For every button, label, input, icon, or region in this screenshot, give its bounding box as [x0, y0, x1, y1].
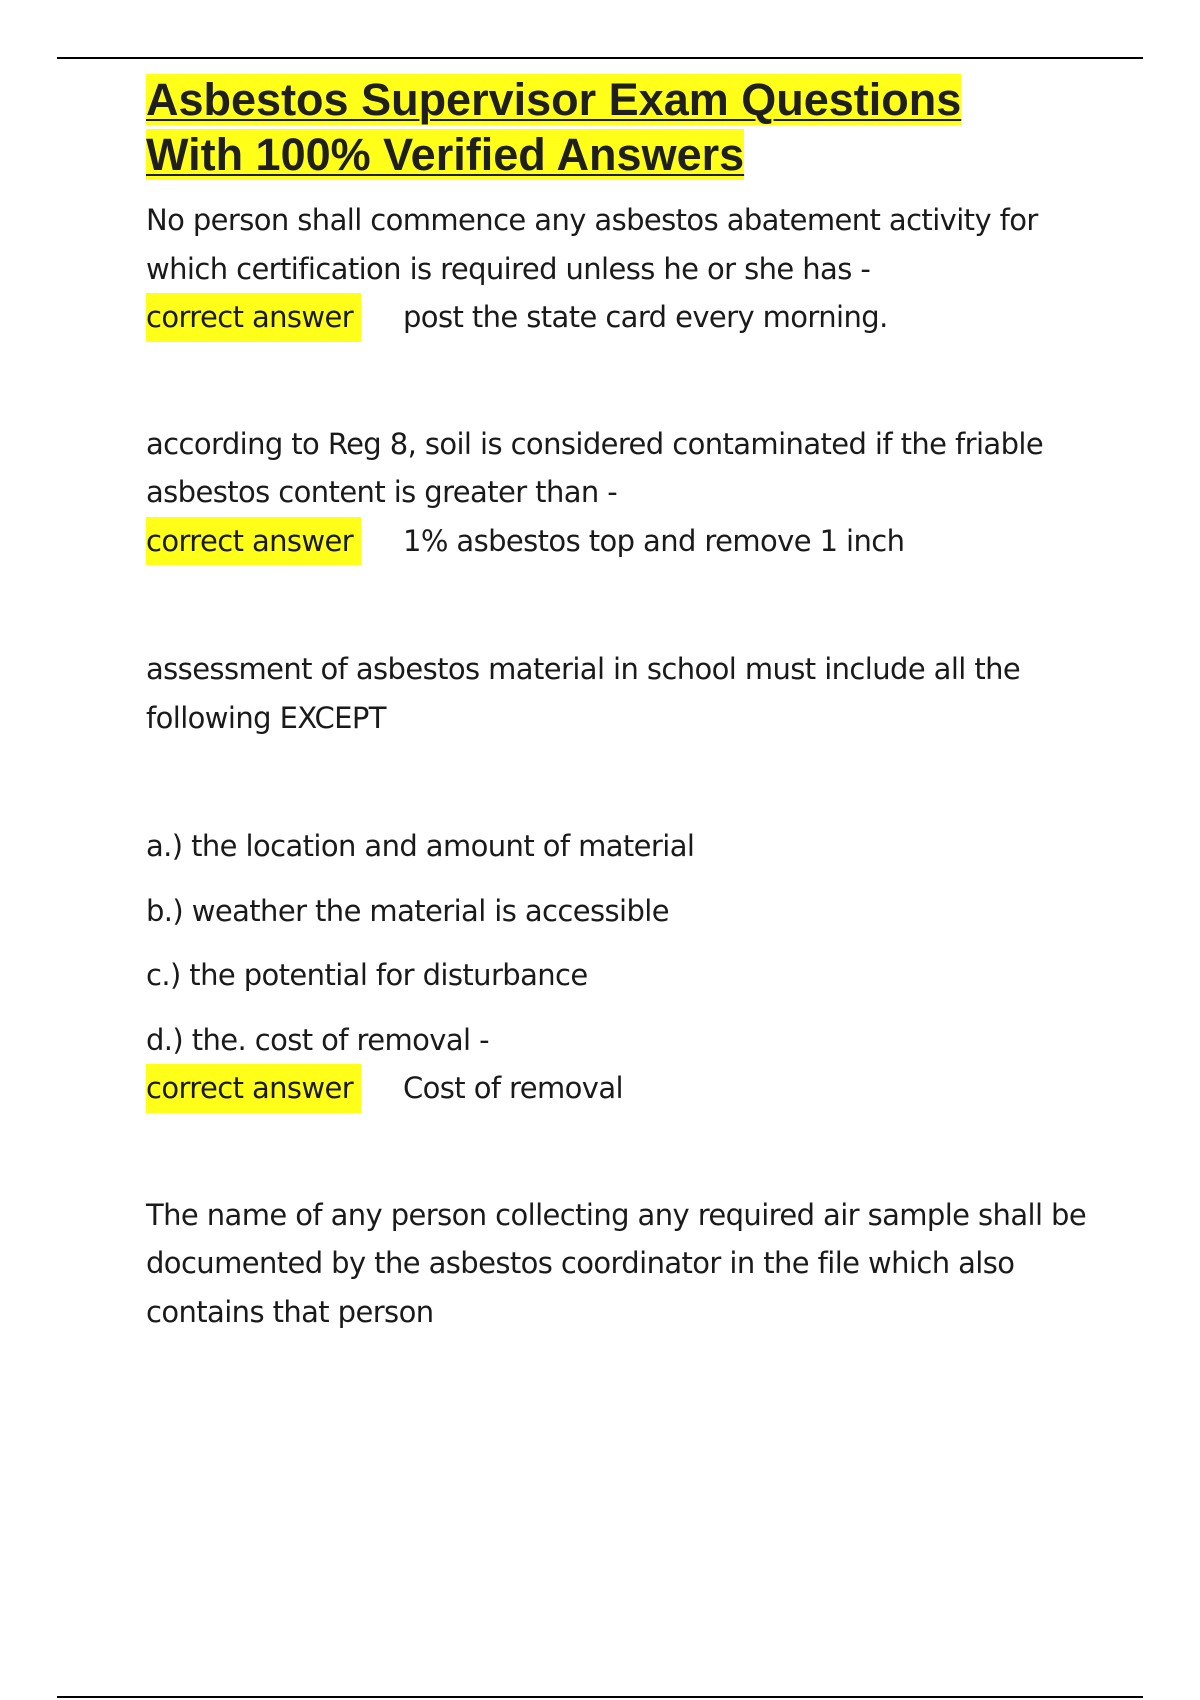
- option-d: d.) the. cost of removal -: [146, 1022, 489, 1057]
- answer-3-text: Cost of removal: [403, 1071, 623, 1105]
- title-line-2: With 100% Verified Answers: [146, 129, 745, 180]
- question-4-line-1: The name of any person collecting any required air sample shall be: [146, 1197, 1087, 1232]
- answer-tag: correct answer: [146, 517, 361, 566]
- answer-line-2: [146, 517, 1096, 566]
- question-2-line-1: according to Reg 8, soil is considered contaminated if the friable: [146, 426, 1044, 461]
- question-4-line-2: documented by the asbestos coordinator in the file which also: [146, 1246, 1015, 1280]
- question-4-line-3: contains that person: [146, 1294, 434, 1329]
- option-c: c.) the potential for disturbance: [146, 958, 588, 992]
- answer-line-3: [146, 1064, 1096, 1113]
- answer-1-text: post the state card every morning.: [403, 300, 888, 334]
- option-b: b.) weather the material is accessible: [146, 893, 669, 928]
- document-body: [146, 72, 1096, 1336]
- answer-tag: correct answer: [146, 1064, 361, 1113]
- title-line-1: Asbestos Supervisor Exam Questions: [146, 74, 962, 125]
- answer-line-1: [146, 293, 1096, 342]
- document-title: [146, 72, 1096, 182]
- answer-tag: correct answer: [146, 293, 361, 342]
- question-3-line-2: following EXCEPT: [146, 700, 386, 735]
- top-rule: [57, 57, 1143, 59]
- bottom-rule: [57, 1696, 1143, 1698]
- option-list: [146, 822, 1096, 1064]
- answer-2-text: 1% asbestos top and remove 1 inch: [403, 523, 905, 558]
- question-block-2: [146, 420, 1096, 566]
- question-1-line-2: which certification is required unless he or she has -: [146, 251, 871, 286]
- question-block-1: [146, 196, 1096, 342]
- question-block-4: [146, 1191, 1096, 1337]
- option-a: a.) the location and amount of material: [146, 829, 695, 863]
- question-2-line-2: asbestos content is greater than -: [146, 475, 618, 509]
- question-1-line-1: No person shall commence any asbestos abatement activity for: [146, 203, 1038, 237]
- question-block-3: [146, 645, 1096, 1113]
- question-3-line-1: assessment of asbestos material in school must include all the: [146, 652, 1021, 686]
